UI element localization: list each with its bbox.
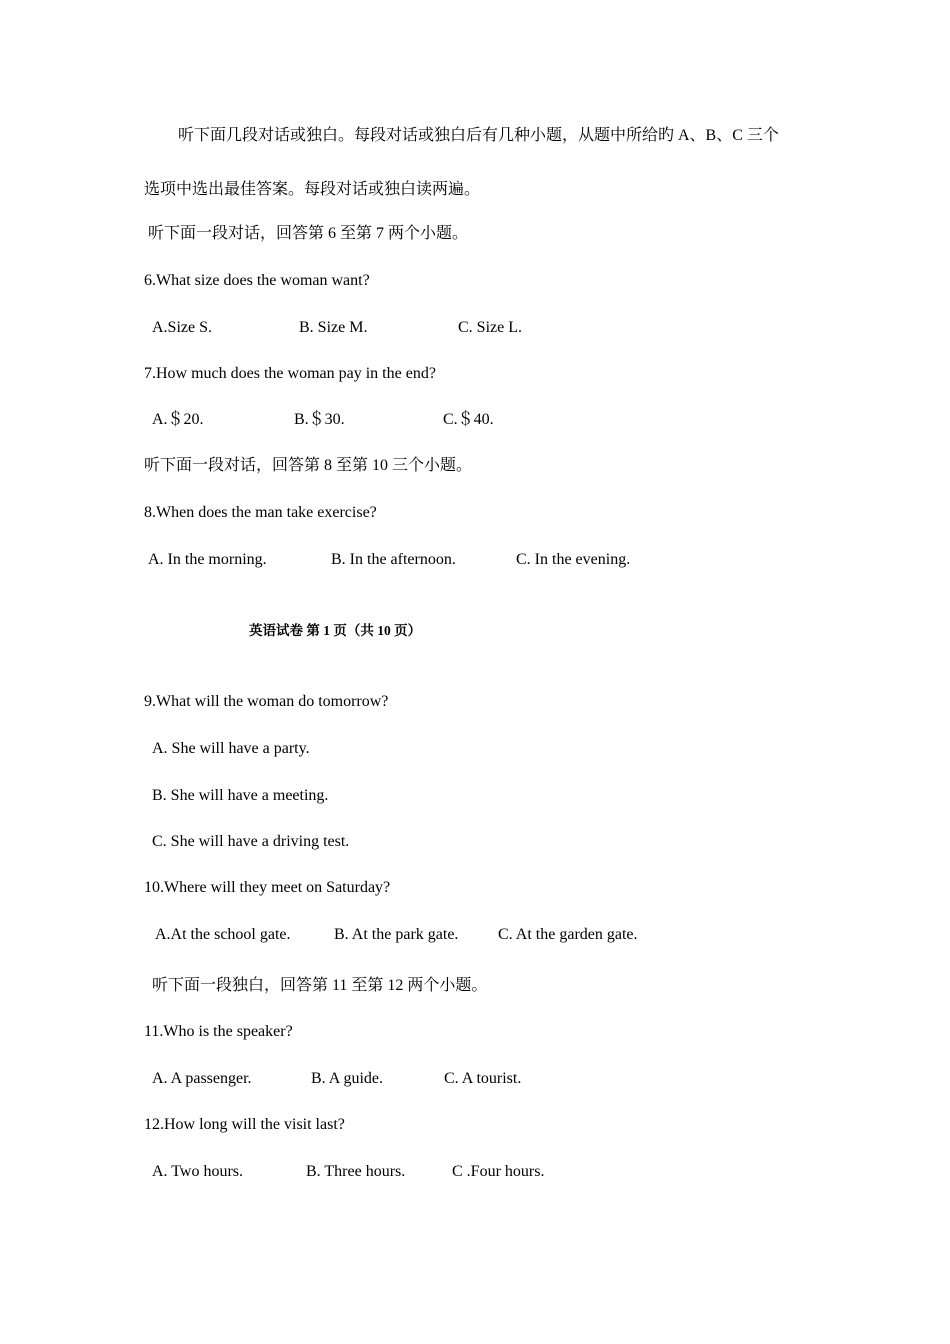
question-7-option-a: A.＄20.: [152, 411, 204, 428]
question-11-option-c: C. A tourist.: [444, 1070, 522, 1087]
intro-line-2: 选项中选出最佳答案。每段对话或独白读两遍。: [144, 181, 481, 198]
question-9-option-c: C. She will have a driving test.: [152, 833, 350, 850]
question-10-option-b: B. At the park gate.: [334, 926, 459, 943]
question-7-stem: 7.How much does the woman pay in the end?: [144, 365, 436, 382]
section-instruction-3: 听下面一段独白，回答第 11 至第 12 两个小题。: [152, 977, 488, 994]
section-instruction-1: 听下面一段对话，回答第 6 至第 7 两个小题。: [148, 225, 469, 242]
question-10-stem: 10.Where will they meet on Saturday?: [144, 879, 391, 896]
question-6-option-a: A.Size S.: [152, 319, 212, 336]
question-10-option-c: C. At the garden gate.: [498, 926, 638, 943]
question-9-option-b: B. She will have a meeting.: [152, 787, 329, 804]
question-8-option-b: B. In the afternoon.: [331, 551, 456, 568]
question-11-stem: 11.Who is the speaker?: [144, 1023, 293, 1040]
question-8-option-c: C. In the evening.: [516, 551, 631, 568]
question-6-option-b: B. Size M.: [299, 319, 368, 336]
question-8-stem: 8.When does the man take exercise?: [144, 504, 377, 521]
section-instruction-2: 听下面一段对话，回答第 8 至第 10 三个小题。: [144, 457, 473, 474]
question-11-option-b: B. A guide.: [311, 1070, 384, 1087]
question-6-stem: 6.What size does the woman want?: [144, 272, 370, 289]
page-footer: 英语试卷 第 1 页（共 10 页）: [249, 623, 422, 638]
question-6-option-c: C. Size L.: [458, 319, 522, 336]
question-7-option-c: C.＄40.: [443, 411, 494, 428]
question-12-option-c: C .Four hours.: [452, 1163, 545, 1180]
question-9-option-a: A. She will have a party.: [152, 740, 310, 757]
question-11-option-a: A. A passenger.: [152, 1070, 252, 1087]
question-9-stem: 9.What will the woman do tomorrow?: [144, 693, 389, 710]
question-12-stem: 12.How long will the visit last?: [144, 1116, 345, 1133]
intro-line-1: 听下面几段对话或独白。每段对话或独白后有几种小题，从题中所给旳 A、B、C 三个: [178, 127, 779, 144]
question-10-option-a: A.At the school gate.: [155, 926, 291, 943]
question-12-option-b: B. Three hours.: [306, 1163, 406, 1180]
question-12-option-a: A. Two hours.: [152, 1163, 244, 1180]
question-7-option-b: B.＄30.: [294, 411, 345, 428]
question-8-option-a: A. In the morning.: [148, 551, 267, 568]
